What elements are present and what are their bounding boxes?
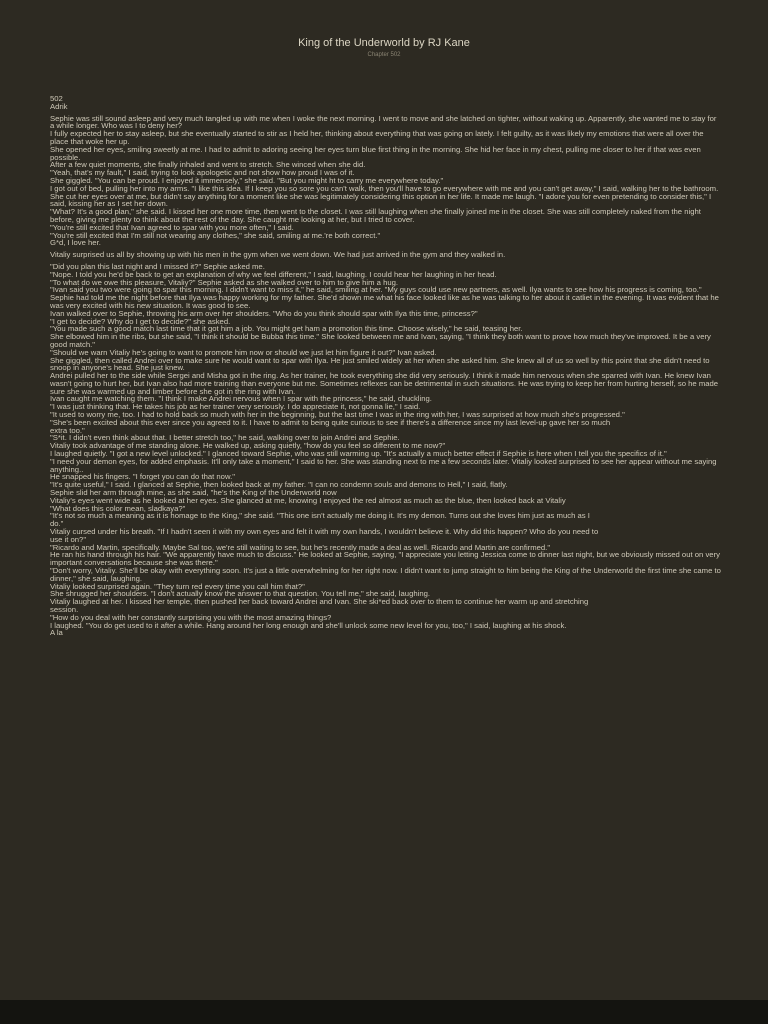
paragraph: Vitaliy surprised us all by showing up with his men in the gym when we went down. We had just arrived in the gym and they walked in.: [50, 250, 506, 260]
paragraph: "S*it. I didn't even think about that. I better stretch too," he said, walking over to join Andrei and Sephie.: [50, 433, 400, 443]
paragraph: Vitaliy's eyes went wide as he looked at her eyes. She glanced at me, knowing I enjoyed the red almost as much as the blue, then looked back at Vitaliy: [50, 495, 566, 505]
paragraph: "You made such a good match last time that it got him a job. You might get ham a promotion this time. Choose wisely," he said, teasing her.: [50, 324, 523, 334]
chapter-header: [0, 37, 768, 60]
paragraph: "Ricardo and Martin, specifically. Maybe Sal too, we're still waiting to see, but he's recently made a deal as well. Ricardo and Martin are confirmed.": [50, 542, 551, 552]
paragraph: "She's been excited about this ever since you agreed to it. I have to admit to being quite curious to see if there's a difference since my last level-up gave her so much: [50, 417, 611, 427]
paragraph: Andrei pulled her to the side while Sergei and Misha got in the ring. As her trainer, he took everything she did very seriously. I think it made him nervous when she sparred with Ivan. He knew Ivan wasn't going to hurt her, but Ivan also had more training than everyone but me. Sometimes reflexes can be detrimental in such situations. He was trying to keep her from hurting herself, so he made sure she was warmed up and limber before she got in the ring with Ivan.: [50, 371, 719, 396]
paragraph: She giggled, then called Andrei over to make sure he would want to spar with Ilya. He just smiled widely at her when she asked him. She knew all of us so well by this point that she didn't need to snoop in anyone's head. She just knew.: [50, 355, 710, 373]
paragraph: I laughed quietly. "I got a new level unlocked." I glanced toward Sephie, who was still warming up. "It's actually a much better effect if Sephie is here when I tell you the specifics of it.": [50, 449, 667, 459]
paragraph: "What does this color mean, sladkaya?": [50, 503, 186, 513]
paragraph: He snapped his fingers. "I forget you can do that now.": [50, 472, 235, 482]
paragraph: "It used to worry me, too. I had to hold back so much with her in the beginning, but the last time I was in the ring with her, I was surprised at how much she's progressed.": [50, 410, 625, 420]
paragraph: "How do you deal with her constantly surprising you with the most amazing things?: [50, 612, 332, 622]
paragraph: Sephie had told me the night before that Ilya was happy working for my father. She'd shown me what his face looked like as he was talking to her about it catliet in the evening. It was evident that he was very excited with his new situation. It was good to see.: [50, 293, 719, 310]
paragraph: She opened her eyes, smiling sweetly at me. I had to admit to adoring seeing her eyes turn blue first thing in the morning. She hid her face in my chest, pulling me closer to her if that was even possible.: [50, 144, 701, 162]
paragraph: "Don't worry, Vitaliy. She'll be okay with everything soon. It's just a little overwhelming for her right now. I didn't want to jump straight to him being the King of the Underworld the first time she came to dinner," she said, laughing.: [50, 566, 721, 583]
paragraph: do.": [50, 519, 64, 529]
paragraph: "Nope. I told you he'd be back to get an explanation of why we feel different," I said, laughing. I could hear her laughing in her head.: [50, 269, 497, 279]
paragraph: "I get to decide? Why do I get to decide?" she asked.: [50, 316, 231, 326]
paragraph: G*d, I love her.: [50, 238, 101, 248]
paragraph: Ivan caught me watching them. "I think I make Andrei nervous when I spar with the princess," he said, chuckling.: [50, 394, 432, 404]
paragraph: "You're still excited that Ivan agreed to spar with you more often," I said.: [50, 222, 294, 232]
paragraph: "Did you plan this last night and I missed it?" Sephie asked me.: [50, 261, 265, 271]
paragraph: 502: [50, 94, 63, 103]
chapter-text: [50, 95, 722, 637]
paragraph: Vitaliy laughed at her. I kissed her temple, then pushed her back toward Andrei and Ivan. She ski*ed back over to them to continue her warm up and stretching: [50, 597, 589, 607]
paragraph: He ran his hand through his hair. "We apparently have much to discuss." He looked at Sephie, saying, "I appreciate you letting Jessica come to dinner last night, but we obviously missed out on very important conversations because she was there.": [50, 550, 720, 568]
chapter-number: Chapter 502: [367, 52, 401, 58]
paragraph: She elbowed him in the ribs, but she said, "I think it should be Bubba this time." She looked between me and Ivan, saying, "I think they both want to prove how much they've improved. It be a very good match.": [50, 332, 711, 349]
paragraph: She shrugged her shoulders. "I don't actually know the answer to that question. You tell me," she said, laughing.: [50, 589, 431, 599]
paragraph: session.: [50, 605, 79, 614]
book-title: King of the Underworld by RJ Kane: [298, 37, 470, 49]
paragraph: Vitaliy took advantage of me standing alone. He walked up, asking quietly, "how do you feel so different to me now?": [50, 441, 446, 451]
paragraph: A la: [50, 628, 63, 638]
paragraph: I fully expected her to stay asleep, but she eventually started to stir as I held her, thinking about everything that was going on lately. I felt guilty, as it was likely my emotions that were all over the place that woke her up.: [50, 129, 704, 146]
paragraph: Adrik: [50, 101, 68, 111]
bottom-bar: [0, 1000, 768, 1024]
paragraph: After a few quiet moments, she finally inhaled and went to stretch. She winced when she did.: [50, 160, 366, 170]
paragraph: "It's quite useful," I said. I glanced at Sephie, then looked back at my father. "I can no condemn souls and demons to Hell," I said, flatly.: [50, 480, 508, 490]
paragraph: Sephie was still sound asleep and very much tangled up with me when I woke the next morning. I went to move and she latched on tighter, without waking up. Apparently, she wanted me to stay for a while longer. Who was I to deny her?: [50, 113, 717, 131]
paragraph: She cut her eyes over at me, but didn't say anything for a moment like she was legitimately considering this option in her life. It made me laugh. "I adore you for even pretending to consider this," I said, kissing her as I set her down.: [50, 191, 712, 209]
paragraph: Vitaliy cursed under his breath. "If I hadn't seen it with my own eyes and felt it with my own hands, I wouldn't believe it. Why did this happen? Who do you need to: [50, 527, 599, 537]
paragraph: "What? It's a good plan," she said. I kissed her one more time, then went to the closet. I was still laughing when she finally joined me in the closet. She was still completely naked from the night before, giving me plenty to think about the rest of the day. She caught me looking at her, but I tried to cover.: [50, 207, 701, 224]
paragraph: "I need your demon eyes, for added emphasis. It'll only take a moment," I said to her. She was standing next to me a few seconds later. Vitaliy looked surprised to see her appear without me saying anything..: [50, 456, 717, 474]
paragraph: "You're still excited that I'm still not wearing any clothes," she said, smiling at me.'re both correct.": [50, 230, 381, 240]
paragraph: Sephie slid her arm through mine, as she said, "he's the King of the Underworld now: [50, 488, 337, 498]
paragraph: She giggled. "You can be proud. I enjoyed it immensely," she said. "But you might ht to carry me everywhere today.": [50, 175, 444, 185]
paragraph: use it on?": [50, 534, 87, 544]
paragraph: Vitaliy looked surprised again. "They turn red every time you call him that?": [50, 581, 305, 591]
paragraph: "I was just thinking that. He takes his job as her trainer very seriously. I do appreciate it, not gonna lie," I said.: [50, 402, 421, 412]
paragraph: extra too.": [50, 425, 85, 435]
paragraph: "It's not so much a meaning as it is homage to the King," she said. "This one isn't actually me doing it. It's my demon. Turns out she loves him just as much as I: [50, 511, 590, 521]
paragraph: "To what do we owe this pleasure, Vitaliy?" Sephie asked as she walked over to him to give him a hug.: [50, 277, 399, 287]
paragraph: "Yeah, that's my fault," I said, trying to look apologetic and not show how proud I was of it.: [50, 168, 355, 178]
paragraph: I laughed. "You do get used to it after a while. Hang around her long enough and she'll unlock some new level for you, too," I said, laughing at his shock.: [50, 620, 567, 630]
paragraph: "Ivan said you two were going to spar this morning. I didn't want to miss it," he said, smiling at her. "My guys could use new partners, as well. Ilya wants to see how his progress is coming, too.": [50, 285, 702, 295]
paragraph: "Should we warn Vitaliy he's going to want to promote him now or should we just let him figure it out?" Ivan asked.: [50, 347, 437, 357]
paragraph: I got out of bed, pulling her into my arms. "I like this idea. If I keep you so sore you can't walk, then you'll have to go everywhere with me and you can't get away," I said, walking her to the bathroom.: [50, 183, 719, 193]
paragraph: Ivan walked over to Sephie, throwing his arm over her shoulders. "Who do you think should spar with Ilya this time, princess?": [50, 308, 478, 318]
